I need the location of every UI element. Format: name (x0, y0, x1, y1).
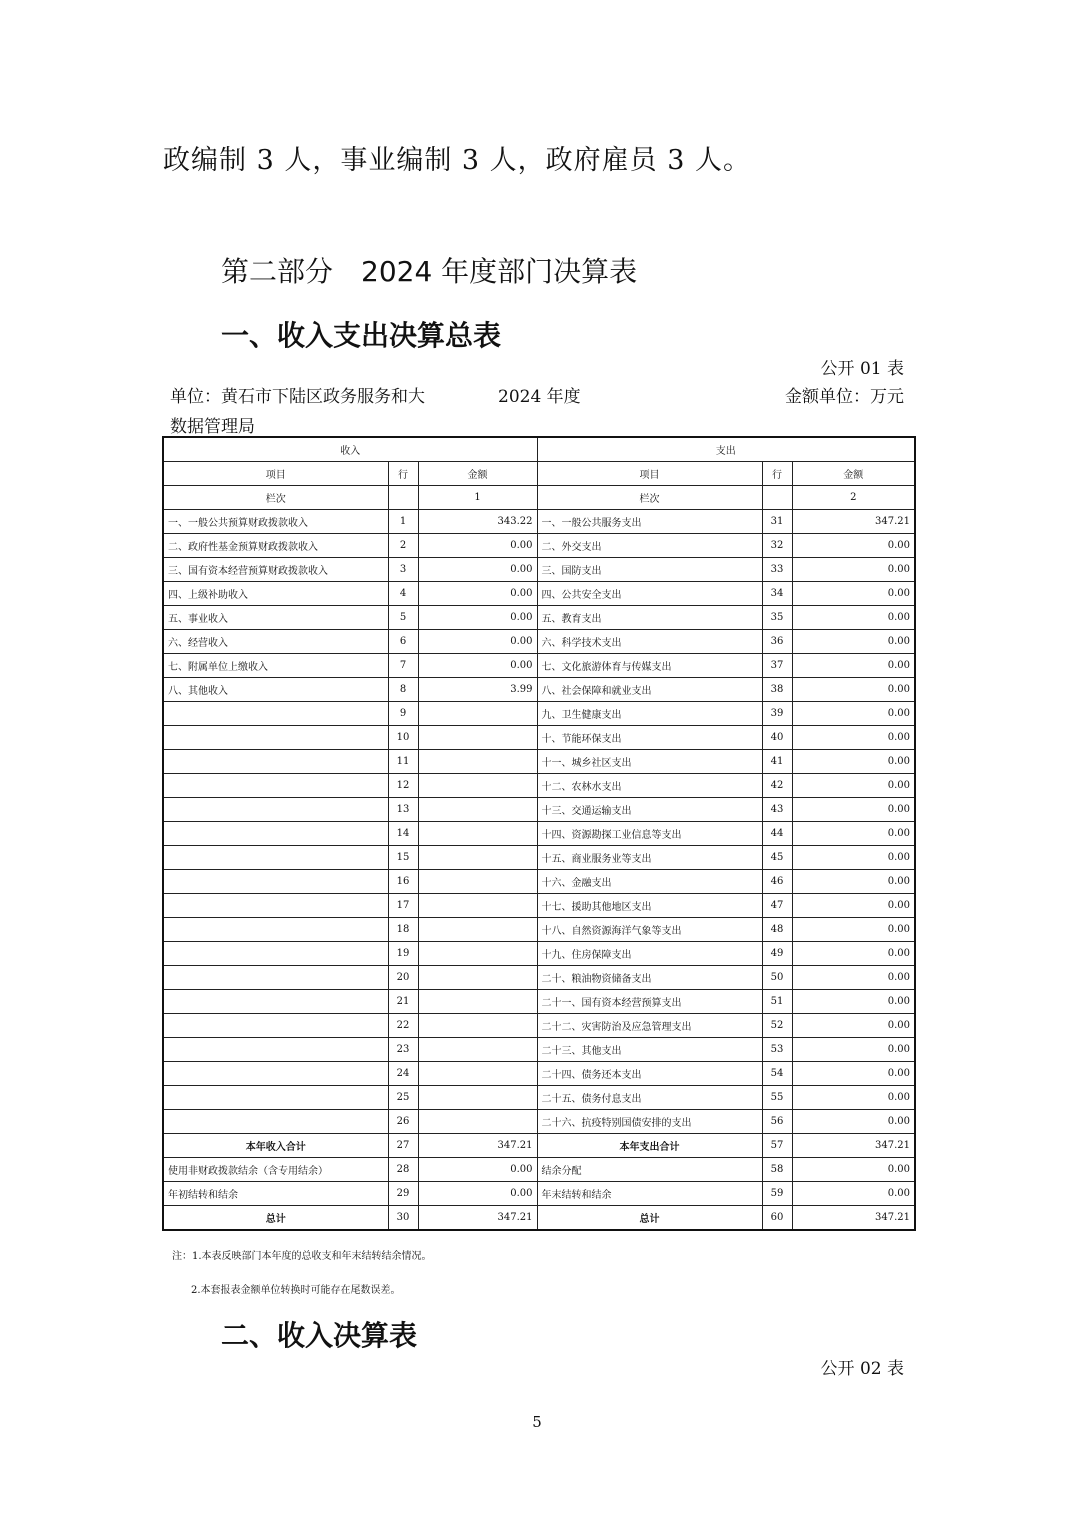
expense-item-cell: 十四、资源勘探工业信息等支出 (537, 822, 762, 846)
income-amount-cell: 0.00 (418, 630, 537, 654)
expense-amount-cell: 0.00 (792, 1110, 915, 1134)
expense-row-number-cell: 48 (762, 918, 792, 942)
income-amount-cell (418, 702, 537, 726)
table-row (163, 678, 915, 702)
income-row-number-cell: 13 (388, 798, 418, 822)
expense-item-cell: 十二、农林水支出 (537, 774, 762, 798)
expense-row-number-cell: 38 (762, 678, 792, 702)
form2-number: 公开 02 表 (820, 1359, 904, 1379)
income-row-number-cell: 11 (388, 750, 418, 774)
income-item-cell (163, 894, 388, 918)
income-row-number-cell: 24 (388, 1062, 418, 1086)
table-row (163, 1110, 915, 1134)
unit-label: 单位：黄石市下陆区政务服务和大数据管理局 (170, 387, 425, 437)
income-amount-cell: 3.99 (418, 678, 537, 702)
expense-item-cell: 总计 (537, 1206, 762, 1231)
income-row-number-cell: 9 (388, 702, 418, 726)
expense-row-number-cell: 36 (762, 630, 792, 654)
empty-cell (388, 486, 418, 510)
expense-item-cell: 本年支出合计 (537, 1134, 762, 1158)
table-row (163, 1134, 915, 1158)
income-item-cell: 年初结转和结余 (163, 1182, 388, 1206)
expense-item-cell: 一、一般公共服务支出 (537, 510, 762, 534)
income-item-cell: 三、国有资本经营预算财政拨款收入 (163, 558, 388, 582)
income-item-cell (163, 750, 388, 774)
expense-row-number-cell: 47 (762, 894, 792, 918)
income-row-number-cell: 25 (388, 1086, 418, 1110)
income-amount-cell (418, 822, 537, 846)
income-item-cell (163, 702, 388, 726)
expense-amount-cell: 0.00 (792, 750, 915, 774)
income-row-number-cell: 14 (388, 822, 418, 846)
income-row-number-cell: 28 (388, 1158, 418, 1182)
income-amount-cell: 0.00 (418, 1158, 537, 1182)
expense-header: 支出 (537, 437, 915, 462)
expense-item-cell: 二十二、灾害防治及应急管理支出 (537, 1014, 762, 1038)
table-group-header-row (163, 437, 915, 462)
expense-item-cell: 十六、金融支出 (537, 870, 762, 894)
money-unit: 金额单位：万元 (785, 387, 904, 407)
income-item-cell (163, 846, 388, 870)
income-row-number-cell: 16 (388, 870, 418, 894)
table-row (163, 654, 915, 678)
table-row (163, 1038, 915, 1062)
table-row (163, 846, 915, 870)
expense-row-number-cell: 50 (762, 966, 792, 990)
expense-amount-cell: 0.00 (792, 990, 915, 1014)
income-amount-cell (418, 774, 537, 798)
table-row (163, 1086, 915, 1110)
income-row-number-cell: 19 (388, 942, 418, 966)
expense-amount-cell: 0.00 (792, 558, 915, 582)
expense-row-number-cell: 46 (762, 870, 792, 894)
table-row (163, 942, 915, 966)
table-lanci-row (163, 486, 915, 510)
expense-amount-cell: 0.00 (792, 534, 915, 558)
income-item-cell: 七、附属单位上缴收入 (163, 654, 388, 678)
income-item-cell: 五、事业收入 (163, 606, 388, 630)
income-amount-cell (418, 1014, 537, 1038)
table-row (163, 1014, 915, 1038)
income-item-cell (163, 798, 388, 822)
income-row-number-cell: 30 (388, 1206, 418, 1231)
expense-amount-cell: 347.21 (792, 1134, 915, 1158)
expense-amount-cell: 0.00 (792, 1086, 915, 1110)
expense-row-number-cell: 44 (762, 822, 792, 846)
income-item-cell: 二、政府性基金预算财政拨款收入 (163, 534, 388, 558)
form1-number: 公开 01 表 (820, 359, 904, 379)
income-item-cell (163, 1014, 388, 1038)
income-row-number-cell: 12 (388, 774, 418, 798)
expense-row-number-cell: 51 (762, 990, 792, 1014)
income-row-number-cell: 6 (388, 630, 418, 654)
income-amount-cell: 343.22 (418, 510, 537, 534)
table-row (163, 606, 915, 630)
expense-amount-cell: 0.00 (792, 702, 915, 726)
table-row (163, 510, 915, 534)
expense-amount-cell: 0.00 (792, 1038, 915, 1062)
income-amount-cell (418, 1062, 537, 1086)
income-item-cell (163, 1038, 388, 1062)
expense-item-cell: 十三、交通运输支出 (537, 798, 762, 822)
table-row (163, 870, 915, 894)
note-2: 2.本套报表金额单位转换时可能存在尾数误差。 (191, 1285, 401, 1296)
expense-item-cell: 二十四、债务还本支出 (537, 1062, 762, 1086)
table-row (163, 894, 915, 918)
col-item: 项目 (163, 462, 388, 486)
expense-amount-cell: 0.00 (792, 942, 915, 966)
expense-row-number-cell: 49 (762, 942, 792, 966)
income-item-cell (163, 1062, 388, 1086)
expense-item-cell: 十九、住房保障支出 (537, 942, 762, 966)
expense-row-number-cell: 34 (762, 582, 792, 606)
table-row (163, 702, 915, 726)
income-item-cell (163, 918, 388, 942)
income-item-cell (163, 870, 388, 894)
expense-item-cell: 七、文化旅游体育与传媒支出 (537, 654, 762, 678)
income-amount-cell (418, 846, 537, 870)
income-row-number-cell: 26 (388, 1110, 418, 1134)
expense-amount-cell: 0.00 (792, 582, 915, 606)
expense-amount-cell: 0.00 (792, 966, 915, 990)
income-amount-cell: 0.00 (418, 534, 537, 558)
table-row (163, 726, 915, 750)
income-amount-cell: 0.00 (418, 582, 537, 606)
income-amount-cell: 347.21 (418, 1206, 537, 1231)
expense-row-number-cell: 60 (762, 1206, 792, 1231)
income-amount-cell (418, 870, 537, 894)
expense-row-number-cell: 57 (762, 1134, 792, 1158)
table-row (163, 966, 915, 990)
table-row (163, 1158, 915, 1182)
expense-item-cell: 二十一、国有资本经营预算支出 (537, 990, 762, 1014)
table-row (163, 630, 915, 654)
expense-item-cell: 二、外交支出 (537, 534, 762, 558)
expense-amount-cell: 0.00 (792, 630, 915, 654)
section1-title: 一、收入支出决算总表 (221, 319, 502, 352)
income-row-number-cell: 10 (388, 726, 418, 750)
expense-item-cell: 四、公共安全支出 (537, 582, 762, 606)
col-item: 项目 (537, 462, 762, 486)
expense-row-number-cell: 32 (762, 534, 792, 558)
income-amount-cell (418, 966, 537, 990)
expense-item-cell: 十五、商业服务业等支出 (537, 846, 762, 870)
income-item-cell (163, 774, 388, 798)
lanci-label: 栏次 (163, 486, 388, 510)
income-amount-cell: 0.00 (418, 606, 537, 630)
expense-item-cell: 八、社会保障和就业支出 (537, 678, 762, 702)
income-amount-cell (418, 1086, 537, 1110)
income-row-number-cell: 8 (388, 678, 418, 702)
expense-row-number-cell: 52 (762, 1014, 792, 1038)
income-row-number-cell: 2 (388, 534, 418, 558)
income-item-cell: 使用非财政拨款结余（含专用结余） (163, 1158, 388, 1182)
expense-amount-cell: 0.00 (792, 654, 915, 678)
income-header: 收入 (163, 437, 537, 462)
income-item-cell (163, 1086, 388, 1110)
income-row-number-cell: 4 (388, 582, 418, 606)
expense-amount-cell: 0.00 (792, 606, 915, 630)
col-row: 行 (388, 462, 418, 486)
expense-row-number-cell: 41 (762, 750, 792, 774)
expense-row-number-cell: 37 (762, 654, 792, 678)
expense-amount-cell: 0.00 (792, 678, 915, 702)
table-row (163, 822, 915, 846)
table-row (163, 1206, 915, 1231)
expense-amount-cell: 0.00 (792, 846, 915, 870)
expense-row-number-cell: 59 (762, 1182, 792, 1206)
table-row (163, 774, 915, 798)
income-row-number-cell: 15 (388, 846, 418, 870)
income-row-number-cell: 21 (388, 990, 418, 1014)
income-row-number-cell: 5 (388, 606, 418, 630)
expense-row-number-cell: 45 (762, 846, 792, 870)
income-item-cell (163, 726, 388, 750)
income-amount-cell (418, 990, 537, 1014)
expense-item-cell: 九、卫生健康支出 (537, 702, 762, 726)
note-1: 注：1.本表反映部门本年度的总收支和年末结转结余情况。 (172, 1251, 432, 1262)
income-item-cell: 六、经营收入 (163, 630, 388, 654)
income-item-cell (163, 990, 388, 1014)
part-heading: 第二部分 2024 年度部门决算表 (221, 255, 638, 288)
expense-item-cell: 二十三、其他支出 (537, 1038, 762, 1062)
expense-row-number-cell: 31 (762, 510, 792, 534)
lanci-label: 栏次 (537, 486, 762, 510)
income-expense-table (162, 436, 916, 1231)
expense-amount-cell: 0.00 (792, 726, 915, 750)
table-row (163, 798, 915, 822)
table-row (163, 750, 915, 774)
col-amount: 金额 (792, 462, 915, 486)
expense-row-number-cell: 39 (762, 702, 792, 726)
table-row (163, 918, 915, 942)
expense-row-number-cell: 35 (762, 606, 792, 630)
income-row-number-cell: 3 (388, 558, 418, 582)
table-row (163, 990, 915, 1014)
expense-item-cell: 二十、粮油物资储备支出 (537, 966, 762, 990)
income-item-cell (163, 822, 388, 846)
income-amount-cell: 347.21 (418, 1134, 537, 1158)
expense-item-cell: 十、节能环保支出 (537, 726, 762, 750)
expense-row-number-cell: 58 (762, 1158, 792, 1182)
intro-line: 政编制 3 人，事业编制 3 人，政府雇员 3 人。 (163, 145, 752, 176)
income-amount-cell (418, 798, 537, 822)
expense-item-cell: 十七、援助其他地区支出 (537, 894, 762, 918)
expense-amount-cell: 0.00 (792, 822, 915, 846)
expense-item-cell: 年末结转和结余 (537, 1182, 762, 1206)
income-item-cell: 四、上级补助收入 (163, 582, 388, 606)
income-item-cell (163, 1110, 388, 1134)
table-row (163, 558, 915, 582)
income-row-number-cell: 7 (388, 654, 418, 678)
expense-amount-cell: 0.00 (792, 1182, 915, 1206)
year-label: 2024 年度 (498, 387, 581, 407)
table-column-header-row (163, 462, 915, 486)
expense-row-number-cell: 53 (762, 1038, 792, 1062)
section2-title: 二、收入决算表 (221, 1319, 418, 1352)
income-amount-cell: 0.00 (418, 558, 537, 582)
expense-amount-cell: 0.00 (792, 1158, 915, 1182)
expense-row-number-cell: 55 (762, 1086, 792, 1110)
expense-amount-cell: 0.00 (792, 1062, 915, 1086)
expense-amount-cell: 0.00 (792, 918, 915, 942)
income-item-cell (163, 942, 388, 966)
income-amount-cell: 0.00 (418, 1182, 537, 1206)
income-item-cell: 一、一般公共预算财政拨款收入 (163, 510, 388, 534)
expense-item-cell: 二十六、抗疫特别国债安排的支出 (537, 1110, 762, 1134)
table-row (163, 582, 915, 606)
income-amount-cell (418, 942, 537, 966)
expense-amount-cell: 347.21 (792, 1206, 915, 1231)
expense-row-number-cell: 54 (762, 1062, 792, 1086)
expense-row-number-cell: 42 (762, 774, 792, 798)
expense-amount-cell: 0.00 (792, 1014, 915, 1038)
table-row (163, 1062, 915, 1086)
expense-item-cell: 六、科学技术支出 (537, 630, 762, 654)
income-row-number-cell: 1 (388, 510, 418, 534)
expense-amount-cell: 0.00 (792, 774, 915, 798)
expense-item-cell: 结余分配 (537, 1158, 762, 1182)
income-row-number-cell: 22 (388, 1014, 418, 1038)
expense-amount-cell: 347.21 (792, 510, 915, 534)
income-amount-cell (418, 918, 537, 942)
expense-amount-cell: 0.00 (792, 798, 915, 822)
income-row-number-cell: 29 (388, 1182, 418, 1206)
expense-row-number-cell: 43 (762, 798, 792, 822)
income-amount-cell: 0.00 (418, 654, 537, 678)
income-amount-cell (418, 1110, 537, 1134)
expense-row-number-cell: 33 (762, 558, 792, 582)
expense-item-cell: 三、国防支出 (537, 558, 762, 582)
page-number: 5 (532, 1413, 542, 1431)
lanci-expense: 2 (792, 486, 915, 510)
table-notes (172, 1240, 432, 1308)
empty-cell (762, 486, 792, 510)
expense-item-cell: 二十五、债务付息支出 (537, 1086, 762, 1110)
expense-row-number-cell: 56 (762, 1110, 792, 1134)
table-row (163, 534, 915, 558)
expense-row-number-cell: 40 (762, 726, 792, 750)
expense-item-cell: 十一、城乡社区支出 (537, 750, 762, 774)
col-amount: 金额 (418, 462, 537, 486)
income-item-cell: 本年收入合计 (163, 1134, 388, 1158)
expense-item-cell: 十八、自然资源海洋气象等支出 (537, 918, 762, 942)
income-amount-cell (418, 894, 537, 918)
income-row-number-cell: 23 (388, 1038, 418, 1062)
income-amount-cell (418, 726, 537, 750)
lanci-income: 1 (418, 486, 537, 510)
table-row (163, 1182, 915, 1206)
income-item-cell: 八、其他收入 (163, 678, 388, 702)
income-row-number-cell: 20 (388, 966, 418, 990)
col-row: 行 (762, 462, 792, 486)
expense-amount-cell: 0.00 (792, 894, 915, 918)
income-item-cell: 总计 (163, 1206, 388, 1231)
expense-amount-cell: 0.00 (792, 870, 915, 894)
expense-item-cell: 五、教育支出 (537, 606, 762, 630)
income-item-cell (163, 966, 388, 990)
income-amount-cell (418, 750, 537, 774)
income-row-number-cell: 17 (388, 894, 418, 918)
income-amount-cell (418, 1038, 537, 1062)
income-row-number-cell: 18 (388, 918, 418, 942)
income-row-number-cell: 27 (388, 1134, 418, 1158)
